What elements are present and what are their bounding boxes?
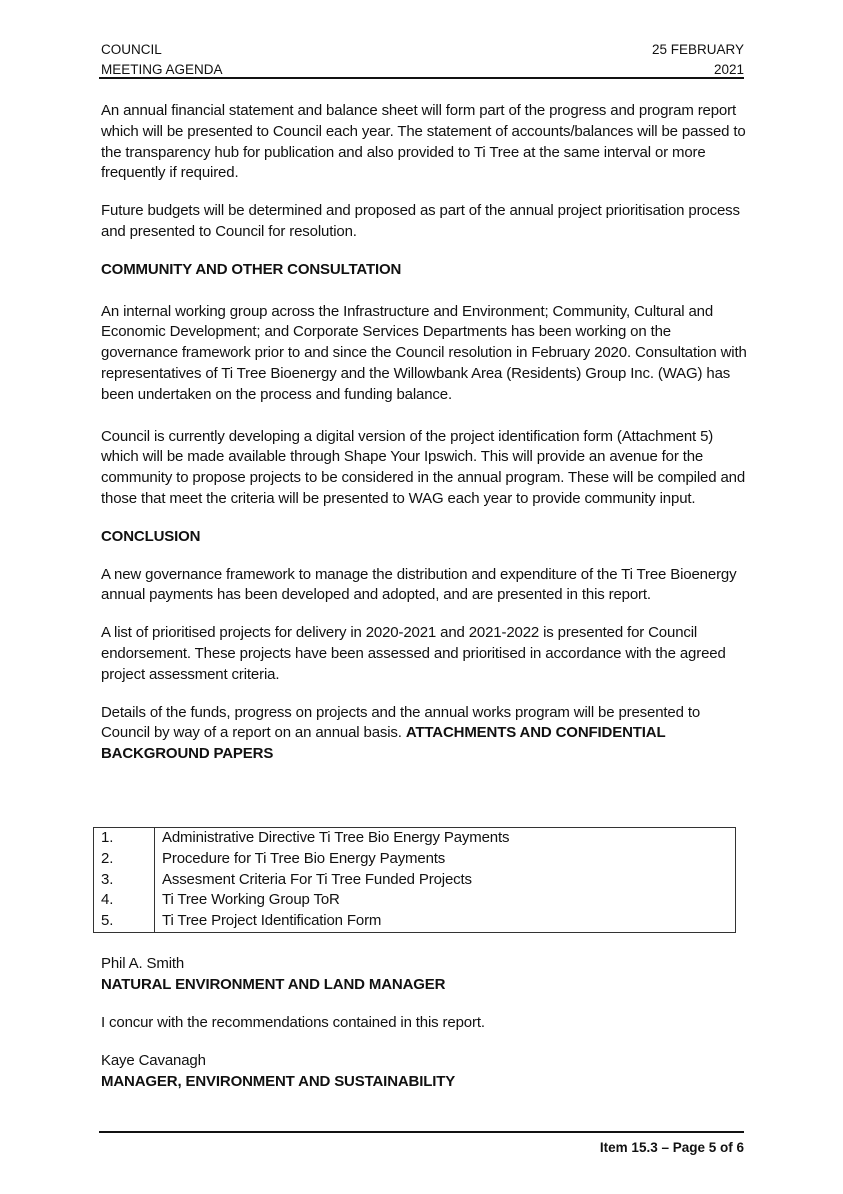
header-council: COUNCIL [101,42,162,57]
header-divider [99,77,744,79]
paragraph-future-budgets: Future budgets will be determined and proposed as part of the annual project prioritisation process and presented to Council for resolution. [101,202,740,240]
header-date: 25 FEBRUARY [651,42,744,57]
table-row [94,890,736,911]
paragraph-governance-framework: A new governance framework to manage the distribution and expenditure of the Ti Tree Bioenergy annual payments has been developed and adopted, and are presented in this report. [101,565,737,604]
approver-title: MANAGER, ENVIRONMENT AND SUSTAINABILITY [101,1072,456,1090]
paragraph-digital-form: Council is currently developing a digital version of the project identification form (Attachment 5) which will be made available through Shape Your Ipswich. This will provide an avenue for the community to propose projects to be considered in the annual program. These will be compiled and those that meet the criteria will be presented to WAG each year to provide community input. [101,427,746,507]
header-left [101,40,223,80]
report-body [101,101,751,765]
attachment-title: Assesment Criteria For Ti Tree Funded Projects [162,870,472,888]
approver-signature [101,1051,751,1093]
paragraph-working-group: An internal working group across the Infrastructure and Environment; Community, Cultural and Economic Development; and Corporate Services Departments has been working on the governance framework prior to and since the Council resolution in February 2020. Consultation with representatives of Ti Tree Bioenergy and the Willowbank Area (Residents) Group Inc. (WAG) has been undertaken on the process and funding balance. [101,302,747,403]
paragraph-details-funds [101,703,751,765]
header-right [652,40,744,80]
heading-conclusion: CONCLUSION [101,527,201,545]
attachment-title: Ti Tree Working Group ToR [162,891,340,909]
header-meeting-agenda: MEETING AGENDA [101,62,223,77]
table-row [94,828,736,849]
concur-statement: I concur with the recommendations contained in this report. [101,1014,485,1031]
author-signature [101,954,751,996]
paragraph-prioritised-projects: A list of prioritised projects for delivery in 2020-2021 and 2021-2022 is presented for Council endorsement. These projects have been assessed and prioritised in accordance with the agreed project assessment criteria. [101,624,726,683]
approver-name: Kaye Cavanagh [101,1052,206,1069]
table-row [94,911,736,932]
attachment-title: Procedure for Ti Tree Bio Energy Payments [162,849,446,867]
table-row [94,870,736,891]
attachment-number: 4. [94,890,155,911]
attachment-title: Administrative Directive Ti Tree Bio Energy Payments [162,829,510,846]
footer-divider [99,1131,744,1133]
attachment-title: Ti Tree Project Identification Form [162,912,382,930]
attachment-number: 5. [94,911,155,932]
attachment-number: 2. [94,849,155,870]
heading-attachments: ATTACHMENTS AND CONFIDENTIAL BACKGROUND PAPERS [101,724,666,763]
page-footer: Item 15.3 – Page 5 of 6 [599,1140,744,1155]
heading-consultation: COMMUNITY AND OTHER CONSULTATION [101,260,402,278]
attachment-number: 3. [94,870,155,891]
table-row [94,849,736,870]
attachments-table [93,827,736,933]
paragraph-financial-statement: An annual financial statement and balance sheet will form part of the progress and program report which will be presented to Council each year. The statement of accounts/balances will be passed to the transparency hub for publication and also provided to Ti Tree at the same interval or more frequently if required. [101,102,746,182]
attachment-number: 1. [94,828,155,849]
author-name: Phil A. Smith [101,955,185,972]
header-year: 2021 [713,62,744,77]
author-title: NATURAL ENVIRONMENT AND LAND MANAGER [101,975,446,993]
details-funds-text: Details of the funds, progress on projects and the annual works program will be presented to Council by way of a report on an annual basis. [101,703,701,742]
